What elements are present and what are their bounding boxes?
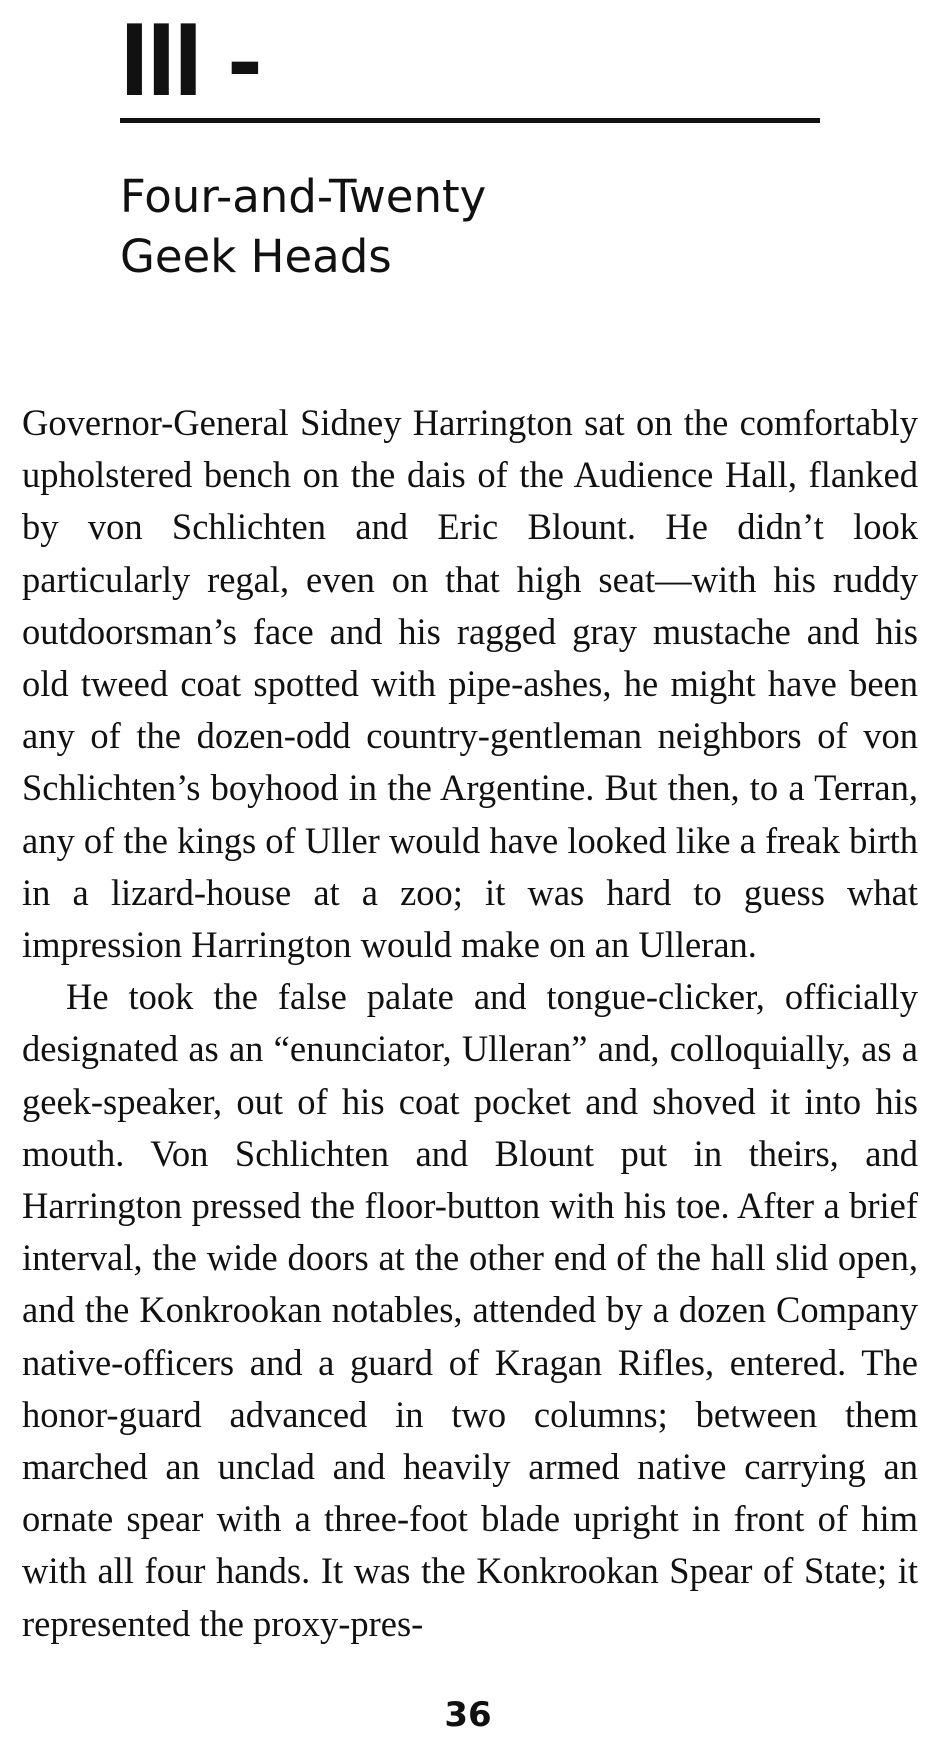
chapter-title-line-1: Four-and-Twenty bbox=[120, 170, 487, 224]
chapter-title bbox=[120, 167, 820, 287]
chapter-numeral: III - bbox=[120, 2, 261, 118]
page-number: 36 bbox=[444, 1695, 492, 1735]
paragraph-2: He took the false palate and tongue-clicker, officially designated as an “enunciator, Ulleran” and, colloquially, as a geek-speaker, out of his coat pocket and shoved it into his mouth. Von Schlichten and Blount put in theirs, and Harrington pressed the floor-button with his toe. After a brief interval, the wide doors at the other end of the hall slid open, and the Konkrookan notables, attended by a dozen Company native-officers and a guard of Kragan Rifles, entered. The honor-guard advanced in two columns; between them marched an unclad and heavily armed native carrying an ornate spear with a three-foot blade upright in front of him with all four hands. It was the Konkrookan Spear of State; it represented the proxy-pres- bbox=[22, 976, 918, 1644]
chapter-header bbox=[120, 0, 820, 284]
paragraph-1: Governor-General Sidney Harrington sat on the comfortably upholstered bench on the dais of the Audience Hall, flanked by von Schlichten and Eric Blount. He didn’t look particularly regal, even on that high seat—with his ruddy outdoorsman’s face and his ragged gray mustache and his old tweed coat spotted with pipe-ashes, he might have been any of the dozen-odd country-gentleman neighbors of von Schlichten’s boyhood in the Argentine. But then, to a Terran, any of the kings of Uller would have looked like a freak birth in a lizard-house at a zoo; it was hard to guess what impression Harrington would make on an Ulleran. bbox=[22, 402, 919, 966]
chapter-title-line-2: Geek Heads bbox=[120, 230, 392, 284]
body-text bbox=[22, 397, 918, 1650]
chapter-rule bbox=[120, 118, 820, 123]
